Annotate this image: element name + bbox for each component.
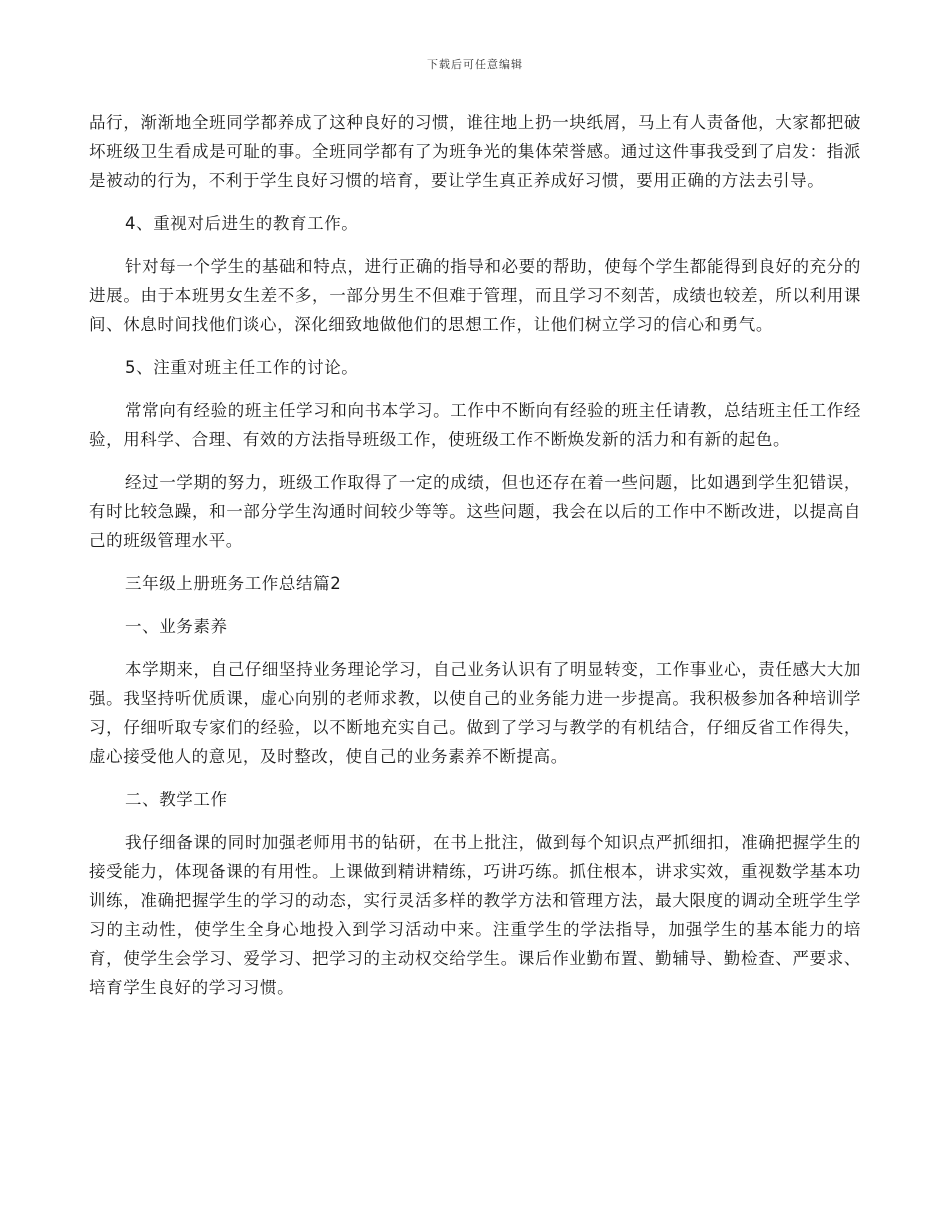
- document-body: [89, 108, 861, 1016]
- paragraph-learning-from-experienced: 常常向有经验的班主任学习和向书本学习。工作中不断向有经验的班主任请教，总结班主任工作经验，用科学、合理、有效的方法指导班级工作，使班级工作不断焕发新的活力和有新的起色。: [89, 401, 861, 449]
- section-heading-professional-quality: 一、业务素养: [125, 617, 228, 636]
- section-heading-5: 5、注重对班主任工作的讨论。: [125, 358, 359, 377]
- page-header: 下载后可任意编辑: [427, 58, 523, 71]
- section-heading-4: 4、重视对后进生的教育工作。: [125, 214, 359, 233]
- paragraph-underperforming-students: 针对每一个学生的基础和特点，进行正确的指导和必要的帮助，使每个学生都能得到良好的充分的进展。由于本班男女生差不多，一部分男生不但难于管理，而且学习不刻苦，成绩也较差，所以利用课间、休息时间找他们谈心，深化细致地做他们的思想工作，让他们树立学习的信心和勇气。: [89, 257, 861, 334]
- paragraph-continuation: 品行，渐渐地全班同学都养成了这种良好的习惯，谁往地上扔一块纸屑，马上有人责备他，大家都把破坏班级卫生看成是可耻的事。全班同学都有了为班争光的集体荣誉感。通过这件事我受到了启发：指派是被动的行为，不利于学生良好习惯的培育，要让学生真正养成好习惯，要用正确的方法去引导。: [89, 113, 861, 190]
- section-heading-teaching-work: 二、教学工作: [125, 790, 228, 809]
- paragraph-conclusion: 经过一学期的努力，班级工作取得了一定的成绩，但也还存在着一些问题，比如遇到学生犯错误，有时比较急躁，和一部分学生沟通时间较少等等。这些问题，我会在以后的工作中不断改进，以提高自己的班级管理水平。: [89, 473, 861, 550]
- paragraph-teaching-work: 我仔细备课的同时加强老师用书的钻研，在书上批注，做到每个知识点严抓细扣，准确把握学生的接受能力，体现备课的有用性。上课做到精讲精练，巧讲巧练。抓住根本，讲求实效，重视数学基本功训练，准确把握学生的学习的动态，实行灵活多样的教学方法和管理方法，最大限度的调动全班学生学习的主动性，使学生全身心地投入到学习活动中来。注重学生的学法指导，加强学生的基本能力的培育，使学生会学习、爱学习、把学习的主动权交给学生。课后作业勤布置、勤辅导、勤检查、严要求、培育学生良好的学习习惯。: [89, 833, 861, 997]
- article-title-part-2: 三年级上册班务工作总结篇2: [125, 574, 342, 593]
- paragraph-professional-quality: 本学期来，自己仔细坚持业务理论学习，自己业务认识有了明显转变，工作事业心，责任感大大加强。我坚持听优质课，虚心向别的老师求教，以使自己的业务能力进一步提高。我积极参加各种培训学习，仔细听取专家们的经验，以不断地充实自己。做到了学习与教学的有机结合，仔细反省工作得失，虚心接受他人的意见，及时整改，使自己的业务素养不断提高。: [89, 660, 861, 766]
